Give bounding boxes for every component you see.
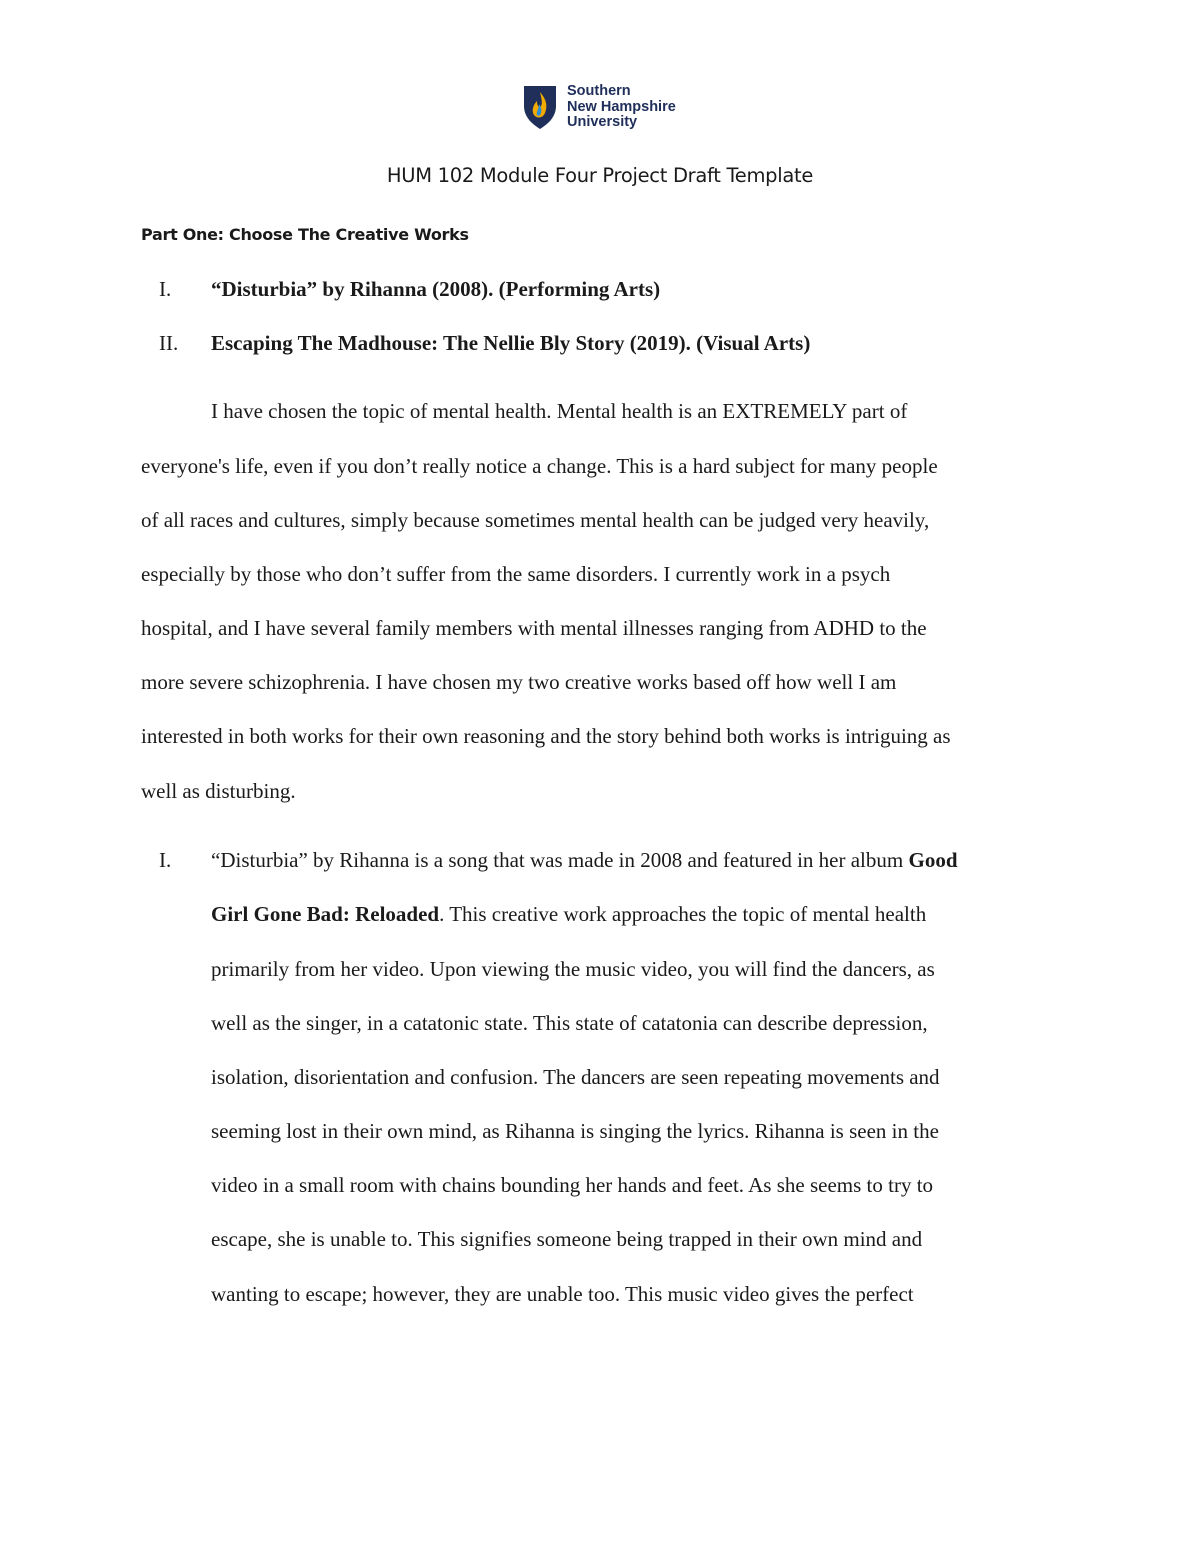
paragraph-line: hospital, and I have several family members with mental illnesses ranging from ADHD to the bbox=[141, 616, 927, 640]
university-logo bbox=[522, 84, 676, 131]
work-title: “Disturbia” by Rihanna (2008). (Performing Arts) bbox=[211, 277, 661, 301]
section-line: primarily from her video. Upon viewing the music video, you will find the dancers, as bbox=[211, 957, 935, 981]
section-one-second-line bbox=[211, 902, 926, 927]
paragraph-line: interested in both works for their own reasoning and the story behind both works is intriguing as bbox=[141, 724, 951, 748]
section-line: wanting to escape; however, they are unable too. This music video gives the perfect bbox=[211, 1282, 914, 1306]
section-line: seeming lost in their own mind, as Rihanna is singing the lyrics. Rihanna is seen in the bbox=[211, 1119, 939, 1143]
logo-line-1: Southern bbox=[567, 83, 631, 99]
section-line: well as the singer, in a catatonic state. This state of catatonia can describe depression, bbox=[211, 1011, 928, 1035]
part-one-heading: Part One: Choose The Creative Works bbox=[141, 225, 469, 244]
section-line: escape, she is unable to. This signifies someone being trapped in their own mind and bbox=[211, 1227, 923, 1251]
logo-line-2: New Hampshire bbox=[567, 98, 676, 115]
section-text-plain: . This creative work approaches the topic of mental health bbox=[439, 902, 927, 926]
list-number: II. bbox=[159, 331, 179, 355]
document-title: HUM 102 Module Four Project Draft Template bbox=[386, 164, 814, 187]
logo-line-3: University bbox=[567, 114, 638, 130]
paragraph-line: I have chosen the topic of mental health. Mental health is an EXTREMELY part of bbox=[211, 399, 908, 423]
album-title-part-2: Girl Gone Bad: Reloaded bbox=[211, 902, 440, 926]
section-line: video in a small room with chains bounding her hands and feet. As she seems to try to bbox=[211, 1173, 934, 1197]
flame-shield-icon bbox=[522, 84, 558, 130]
paragraph-line: especially by those who don’t suffer from the same disorders. I currently work in a psych bbox=[141, 562, 891, 586]
paragraph-line: well as disturbing. bbox=[141, 779, 296, 803]
paragraph-line: of all races and cultures, simply because sometimes mental health can be judged very heavily, bbox=[141, 508, 930, 532]
logo-wordmark bbox=[567, 84, 676, 131]
list-number: I. bbox=[159, 277, 172, 301]
work-title: Escaping The Madhouse: The Nellie Bly Story (2019). (Visual Arts) bbox=[211, 331, 811, 355]
list-number: I. bbox=[159, 848, 172, 872]
section-text bbox=[211, 848, 958, 873]
section-line: isolation, disorientation and confusion. The dancers are seen repeating movements and bbox=[211, 1065, 940, 1089]
paragraph-line: everyone's life, even if you don’t really notice a change. This is a hard subject for many people bbox=[141, 454, 938, 478]
section-text-plain: “Disturbia” by Rihanna is a song that was made in 2008 and featured in her album bbox=[211, 848, 909, 872]
paragraph-line: more severe schizophrenia. I have chosen my two creative works based off how well I am bbox=[141, 670, 897, 694]
album-title-part-1: Good bbox=[908, 848, 958, 872]
